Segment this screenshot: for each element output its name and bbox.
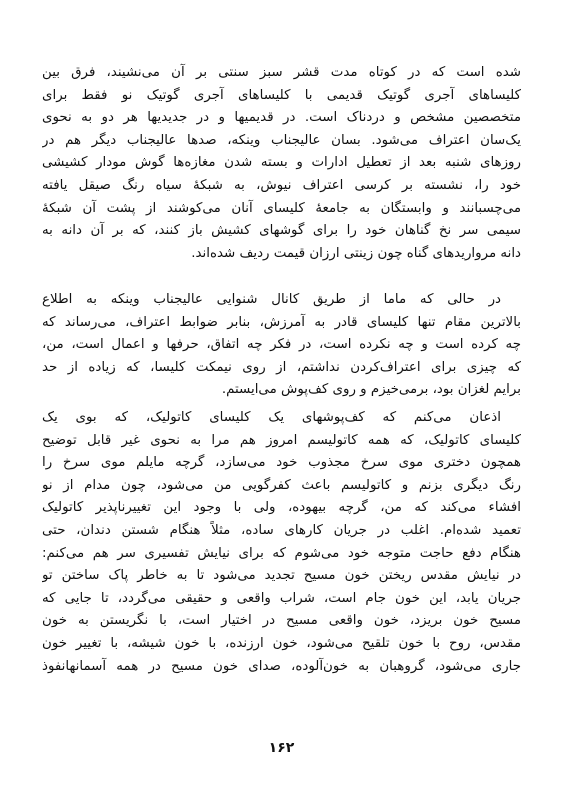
paragraph-2 — [42, 289, 521, 402]
text-line: کلیساهای آجری گوتیک قدیمی با کلیساهای آجری گوتیک نو فقط برای — [42, 87, 521, 103]
text-line: جاری می‌شود، گروهبان به خون‌آلوده، صدای خون مسیح در همه آسمانهانفوذ — [42, 658, 521, 674]
text-line: هنگام دفع حاجت متوجه خود می‌شوم که برای نیایش تفسیری سر هم می‌کنم: — [42, 545, 521, 561]
text-line: متخصصین مشخص و دردناک است. در قدیمیها و در جدیدیها هر دو به نحوی — [42, 110, 521, 126]
text-line: جریان یابد، این خون جام است، شراب واقعی و حقیقی می‌گردد، تا جایی که — [42, 590, 521, 606]
text-line: چه کرده است و چه نکرده است، در فکر چه اتفاق، حرفها و اعمال است، من، — [42, 337, 521, 353]
text-line: برایم لغزان بود، برمی‌خیزم و روی کف‌پوش می‌ایستم. — [221, 382, 521, 398]
text-line: رنگ دیگری بزنم و کاتولیسم باعث کفرگویی من می‌شود، چون مدام از نو — [42, 477, 521, 493]
text-line: سیمی سر نخ گناهان خود را برای گوشهای کشیش باز کنند، که بر آن دانه به — [42, 223, 521, 239]
text-line: یک‌سان اعتراف می‌شود. بسان عالیجناب وینکه، صدها عالیجناب دیگر هم در — [42, 132, 521, 148]
text-line: خود را، نشسته بر کرسی اعتراف نیوش، به شبکهٔ سیاه رنگ صیقل یافته — [42, 177, 521, 193]
text-line: اذعان می‌کنم که کف‌پوشهای یک کلیسای کاتولیک، که بوی یک — [42, 410, 501, 425]
text-line: تعمید شده‌ام. اغلب در جریان کارهای ساده، مثلاً هنگام شستن دندان، حتی — [42, 522, 521, 538]
text-line: افشاء می‌کند که من، گرچه بیهوده، ولی با وجود این تغییرناپذیر کاتولیک — [42, 500, 521, 516]
text-line: بالاترین مقام تنها کلیسای قادر به آمرزش، بنابر ضوابط اعتراف، می‌رساند که — [42, 314, 521, 330]
text-line: روزهای شنبه بعد از تعطیل ادارات و بسته شدن مغازه‌ها گوش مودار کشیشی — [42, 155, 521, 171]
paragraph-3 — [42, 407, 521, 678]
text-line: که چیزی برای اعتراف‌کردن نداشتم، از روی نیمکت کلیسا، که زیاده از حد — [42, 359, 521, 375]
text-line: کلیسای کاتولیک، که همه کاتولیسم امروز هم مرا به نحوی غیر قابل توضیح — [42, 432, 521, 448]
text-line: در حالی که ماما از طریق کانال شنوایی عالیجناب وینکه به اطلاع — [42, 292, 501, 307]
text-line: شده است که در کوتاه مدت قشر سبز سنتی بر آن می‌نشیند، فرق بین — [42, 65, 521, 80]
paragraph-1 — [42, 62, 521, 265]
text-line: مسیح خون بریزد، خون واقعی مسیح در اختیار است، با نگریستن به خون — [42, 613, 521, 629]
text-line: همچون دختری موی سرخ مجذوب خود می‌سازد، گرچه مایلم موی سرخ را — [42, 455, 521, 471]
text-line: مقدس، روح با خون تلقیح می‌شود، خون ارزنده، با خون شیشه، با تغییر خون — [42, 635, 521, 651]
text-line: دانه مرواریدهای گناه چون زینتی ارزان قیمت ردیف شده‌اند. — [191, 245, 521, 261]
text-line: می‌چسبانند و وابستگان به جامعهٔ کلیسای آنان می‌کوشند از پشت آن شبکهٔ — [42, 200, 521, 216]
page-number: ۱۶۲ — [268, 740, 295, 756]
text-line: در نیایش مقدس ریختن خون مسیح تجدید می‌شود تا به خاطر پاک ساختن تو — [42, 568, 521, 584]
